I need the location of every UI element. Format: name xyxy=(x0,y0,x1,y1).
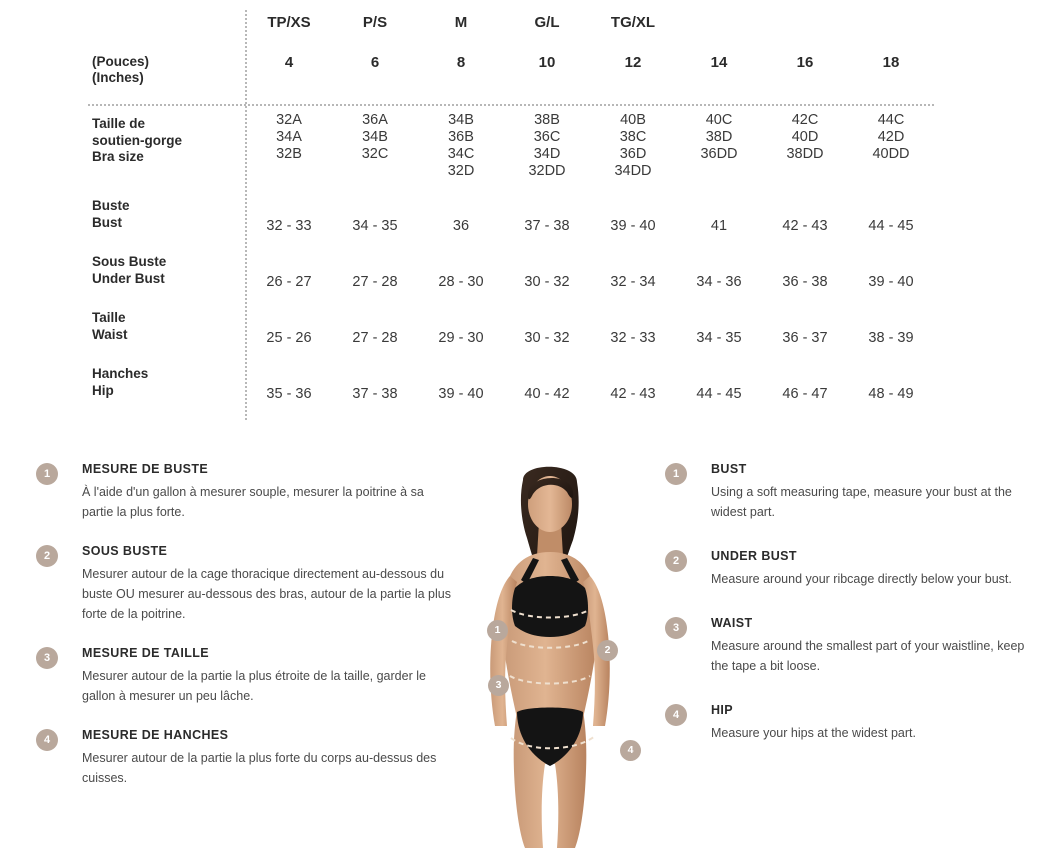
cell-line: 36D xyxy=(619,146,647,162)
instruction-item xyxy=(36,728,456,788)
table-cell: 46 - 47 xyxy=(782,386,828,402)
table-cell: 32 - 33 xyxy=(610,330,656,346)
instruction-item xyxy=(665,616,1035,676)
instruction-title: BUST xyxy=(711,462,747,476)
numeric-size-cell: 4 xyxy=(284,54,294,71)
cell-line: 40C xyxy=(705,112,733,128)
table-cell xyxy=(332,106,418,198)
table-cell xyxy=(246,106,332,198)
row-label-line: Under Bust xyxy=(92,270,165,286)
instruction-item xyxy=(665,703,1035,743)
row-label-line: Bra size xyxy=(92,149,144,164)
table-row-hip xyxy=(88,366,934,422)
row-label-line: Taille xyxy=(92,310,126,325)
figure-marker-4: 4 xyxy=(620,740,641,761)
row-label-line: Hanches xyxy=(92,366,149,381)
table-cell xyxy=(848,106,934,198)
table-cell: 41 xyxy=(710,218,728,234)
table-cell: 37 - 38 xyxy=(524,218,570,234)
row-label-waist xyxy=(88,310,246,366)
table-cell: 36 - 38 xyxy=(782,274,828,290)
cell-line: 42C xyxy=(791,112,819,128)
table-cell: 37 - 38 xyxy=(352,386,398,402)
numeric-size-cell: 18 xyxy=(882,54,900,71)
table-row-bra-size xyxy=(88,106,934,198)
table-cell: 40 - 42 xyxy=(524,386,570,402)
letter-size-cell: M xyxy=(454,14,468,31)
table-cell: 29 - 30 xyxy=(438,330,484,346)
instruction-body: Mesurer autour de la cage thoracique directement au-dessous du buste OU mesurer au-dessous des bras, autour de la partie la plus forte de la poitrine. xyxy=(82,567,451,621)
table-cell: 27 - 28 xyxy=(352,330,398,346)
numeric-size-cell: 12 xyxy=(624,54,642,71)
table-cell: 39 - 40 xyxy=(868,274,914,290)
cell-line: 40DD xyxy=(872,146,910,162)
table-cell: 25 - 26 xyxy=(266,330,312,346)
cell-line: 34B xyxy=(448,112,474,128)
table-cell: 34 - 36 xyxy=(696,274,742,290)
letter-size-cell: TP/XS xyxy=(267,14,311,31)
cell-line: 38DD xyxy=(786,146,824,162)
step-badge-4: 4 xyxy=(665,704,687,726)
table-cell: 44 - 45 xyxy=(696,386,742,402)
table-cell: 38 - 39 xyxy=(868,330,914,346)
row-label-bra-size xyxy=(88,106,246,198)
cell-line: 32DD xyxy=(528,163,566,179)
row-label-hip xyxy=(88,366,246,422)
step-badge-4: 4 xyxy=(36,729,58,751)
instruction-item xyxy=(665,549,1035,589)
figure-marker-3: 3 xyxy=(488,675,509,696)
bikini-top xyxy=(512,576,588,637)
instruction-body: Measure around your ribcage directly below your bust. xyxy=(711,572,1012,586)
table-cell xyxy=(676,106,762,198)
table-cell: 34 - 35 xyxy=(352,218,398,234)
instruction-body: Mesurer autour de la partie la plus forte du corps au-dessus des cuisses. xyxy=(82,751,437,785)
instruction-title: MESURE DE TAILLE xyxy=(82,646,210,660)
cell-line: 34A xyxy=(276,129,302,145)
inches-label-line2: (Inches) xyxy=(92,70,144,85)
table-row-waist xyxy=(88,310,934,366)
instruction-body: Mesurer autour de la partie la plus étroite de la taille, garder le gallon à mesurer un peu lâche. xyxy=(82,669,426,703)
step-badge-3: 3 xyxy=(665,617,687,639)
table-cell: 27 - 28 xyxy=(352,274,398,290)
cell-line: 40B xyxy=(620,112,646,128)
numeric-size-cell: 14 xyxy=(710,54,728,71)
row-label-under-bust xyxy=(88,254,246,310)
instruction-title: SOUS BUSTE xyxy=(82,544,168,558)
table-row-bust xyxy=(88,198,934,254)
cell-line: 34B xyxy=(362,129,388,145)
cell-line: 32D xyxy=(447,163,475,179)
step-badge-1: 1 xyxy=(665,463,687,485)
numeric-size-cell: 10 xyxy=(538,54,556,71)
letter-size-cell: P/S xyxy=(362,14,388,31)
table-cell: 32 - 34 xyxy=(610,274,656,290)
instructions-section xyxy=(0,462,1043,847)
letter-size-cell: G/L xyxy=(534,14,560,31)
instruction-body: Measure your hips at the widest part. xyxy=(711,726,916,740)
cell-line: 38B xyxy=(534,112,560,128)
table-cell: 30 - 32 xyxy=(524,274,570,290)
instruction-item xyxy=(36,544,456,624)
table-cell: 42 - 43 xyxy=(610,386,656,402)
table-cell xyxy=(762,106,848,198)
figure-marker-2: 2 xyxy=(597,640,618,661)
cell-line: 32A xyxy=(276,112,302,128)
row-label-line: Sous Buste xyxy=(92,254,167,269)
row-label-line: Buste xyxy=(92,198,130,213)
cell-line: 44C xyxy=(877,112,905,128)
figure-marker-1: 1 xyxy=(487,620,508,641)
instruction-item xyxy=(665,462,1035,522)
step-badge-1: 1 xyxy=(36,463,58,485)
numeric-size-cell: 8 xyxy=(456,54,466,71)
table-cell: 35 - 36 xyxy=(266,386,312,402)
cell-line: 32B xyxy=(276,146,302,162)
table-row-letter-sizes xyxy=(88,14,934,54)
table-cell: 36 xyxy=(452,218,470,234)
instruction-title: HIP xyxy=(711,703,734,717)
instruction-body: Using a soft measuring tape, measure your bust at the widest part. xyxy=(711,485,1012,519)
instructions-english xyxy=(665,462,1035,770)
instruction-title: MESURE DE BUSTE xyxy=(82,462,209,476)
table-cell xyxy=(590,106,676,198)
step-badge-2: 2 xyxy=(665,550,687,572)
instruction-item xyxy=(36,646,456,706)
cell-line: 38D xyxy=(705,129,733,145)
row-label-line: Waist xyxy=(92,326,128,342)
table-cell: 48 - 49 xyxy=(868,386,914,402)
table-cell: 39 - 40 xyxy=(438,386,484,402)
row-label-line: Bust xyxy=(92,214,122,230)
instruction-body: Measure around the smallest part of your waistline, keep the tape a bit loose. xyxy=(711,639,1025,673)
row-label-bust xyxy=(88,198,246,254)
letter-size-cell-empty xyxy=(848,14,934,54)
cell-line: 32C xyxy=(361,146,389,162)
step-badge-3: 3 xyxy=(36,647,58,669)
numeric-size-cell: 16 xyxy=(796,54,814,71)
cell-line: 34C xyxy=(447,146,475,162)
row-label-line: Taille de xyxy=(92,116,146,131)
instruction-title: WAIST xyxy=(711,616,753,630)
letter-size-cell-empty xyxy=(762,14,848,54)
table-cell xyxy=(418,106,504,198)
table-cell: 39 - 40 xyxy=(610,218,656,234)
table-row-numeric-sizes xyxy=(88,54,934,104)
cell-line: 36A xyxy=(362,112,388,128)
table-cell: 34 - 35 xyxy=(696,330,742,346)
row-label-line: soutien-gorge xyxy=(92,132,182,148)
table-cell: 42 - 43 xyxy=(782,218,828,234)
letter-size-cell: TG/XL xyxy=(610,14,656,31)
table-cell: 32 - 33 xyxy=(266,218,312,234)
inches-label-cell xyxy=(88,54,246,104)
table-cell: 26 - 27 xyxy=(266,274,312,290)
cell-line: 34DD xyxy=(614,163,652,179)
measurements-table xyxy=(88,14,934,422)
step-badge-2: 2 xyxy=(36,545,58,567)
instructions-french xyxy=(36,462,456,810)
empty-corner-cell xyxy=(88,14,246,54)
cell-line: 36C xyxy=(533,129,561,145)
cell-line: 42D xyxy=(877,129,905,145)
cell-line: 40D xyxy=(791,129,819,145)
cell-line: 36B xyxy=(448,129,474,145)
table-cell: 30 - 32 xyxy=(524,330,570,346)
cell-line: 38C xyxy=(619,129,647,145)
table-cell: 28 - 30 xyxy=(438,274,484,290)
table-cell: 44 - 45 xyxy=(868,218,914,234)
cell-line: 34D xyxy=(533,146,561,162)
instruction-title: UNDER BUST xyxy=(711,549,797,563)
letter-size-cell-empty xyxy=(676,14,762,54)
table-vertical-divider xyxy=(245,10,247,420)
table-row-under-bust xyxy=(88,254,934,310)
table-cell xyxy=(504,106,590,198)
instruction-body: À l'aide d'un gallon à mesurer souple, mesurer la poitrine à sa partie la plus forte. xyxy=(82,485,424,519)
instruction-item xyxy=(36,462,456,522)
row-label-line: Hip xyxy=(92,382,114,398)
numeric-size-cell: 6 xyxy=(370,54,380,71)
cell-line: 36DD xyxy=(700,146,738,162)
inches-label-line1: (Pouces) xyxy=(92,54,150,69)
model-illustration xyxy=(455,460,645,848)
instruction-title: MESURE DE HANCHES xyxy=(82,728,229,742)
table-cell: 36 - 37 xyxy=(782,330,828,346)
